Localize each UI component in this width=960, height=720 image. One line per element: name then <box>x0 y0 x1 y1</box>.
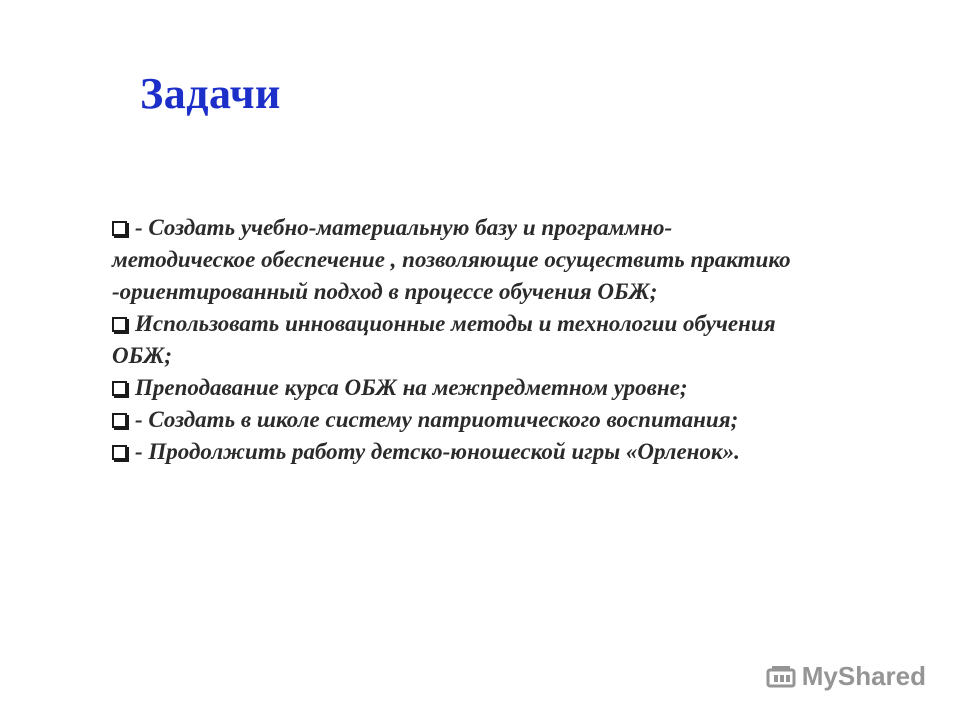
list-item <box>112 212 812 308</box>
checkbox-bullet-icon <box>112 445 127 460</box>
task-text: - Создать в школе систему патриотического воспитания; <box>135 407 739 432</box>
checkbox-bullet-icon <box>112 221 127 236</box>
task-text: - Создать учебно-материальную базу и программно-методическое обеспечение , позволяющие осуществить практико -ориентированный подход в процессе обучения ОБЖ; <box>112 215 791 304</box>
task-text: - Продолжить работу детско-юношеской игры «Орленок». <box>135 439 740 464</box>
list-item <box>112 372 812 404</box>
task-text: Использовать инновационные методы и технологии обучения ОБЖ; <box>112 311 776 368</box>
checkbox-bullet-icon <box>112 317 127 332</box>
mycollection-icon <box>766 664 796 690</box>
list-item <box>112 404 812 436</box>
list-item <box>112 436 812 468</box>
checkbox-bullet-icon <box>112 381 127 396</box>
checkbox-bullet-icon <box>112 413 127 428</box>
watermark-text: MyShared <box>801 661 926 691</box>
task-text: Преподавание курса ОБЖ на межпредметном уровне; <box>135 375 688 400</box>
slide-title: Задачи <box>140 69 281 118</box>
watermark <box>766 661 926 692</box>
list-item <box>112 308 812 372</box>
task-list <box>112 212 812 468</box>
